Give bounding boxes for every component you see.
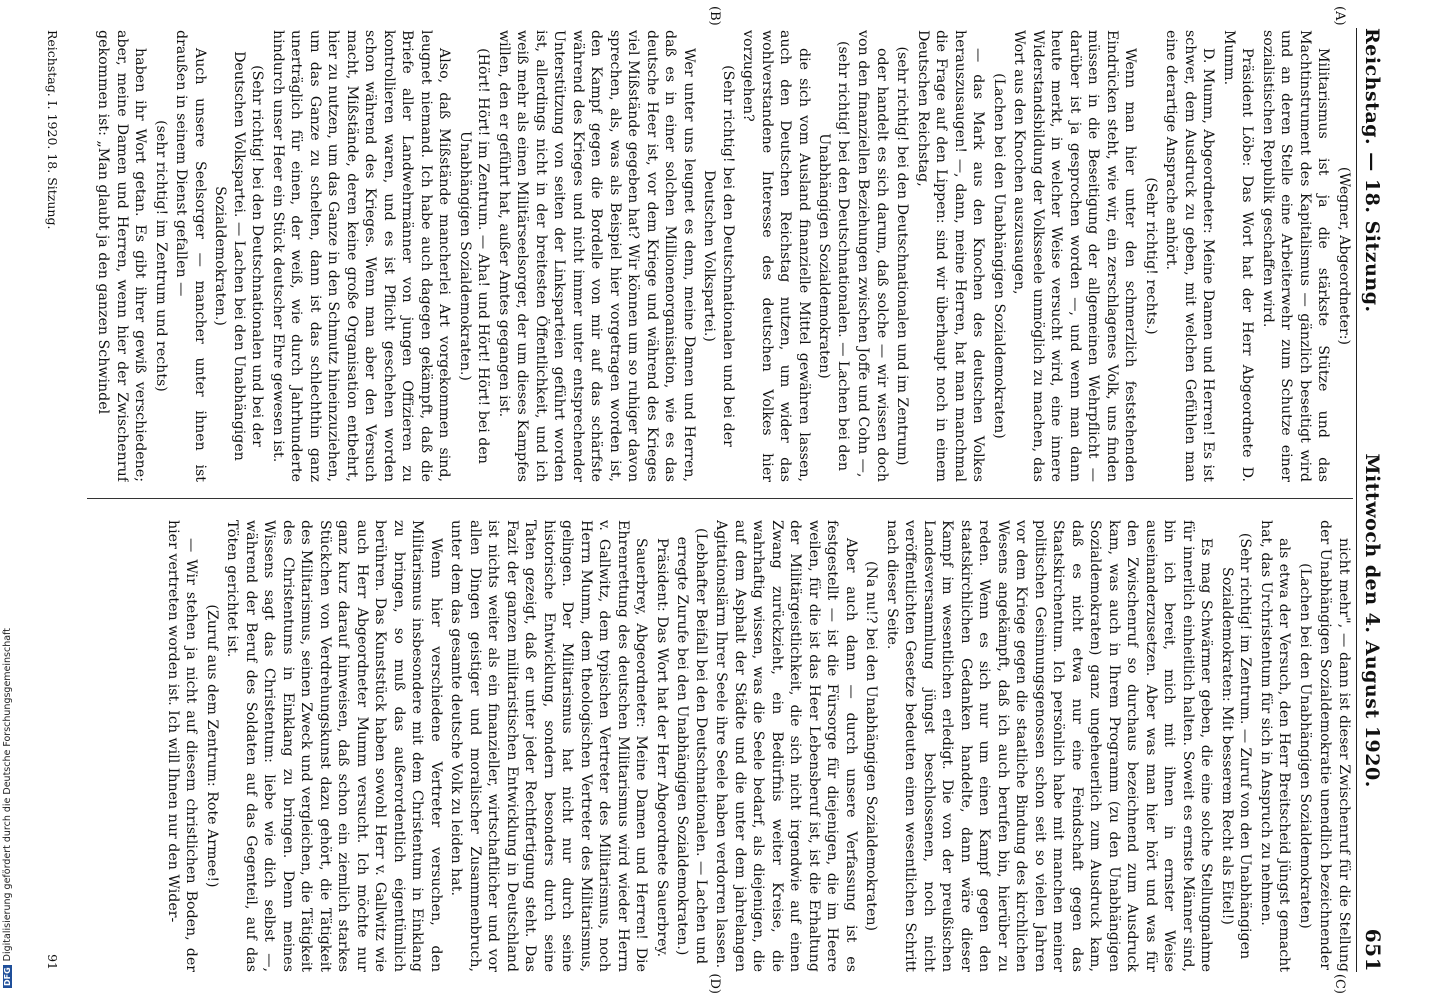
paragraph: (sehr richtig! im Zentrum und rechts) xyxy=(153,120,169,392)
paragraph: Wer unter uns leugnet es denn, meine Damen und Herren, daß es in einer solchen Millionenorganisation, wie es das deutsche Heer ist, vor dem Kriege und während des Krieges viel Mißstände gegeben hat? Wir können um so ruhiger davon sprechen, als, was als Beispiel hier vorgetragen worden ist, den Kampf gegen die Bordelle von mir auf das schärfste während des Krieges und nicht immer unter entsprechender Unterstützung von seiten der Linksparteien geführt worden ist, allerdings nicht in der breitesten Öffentlichkeit, und ich weiß mehr als einen Militärseelsorger, der um dieses Kampfes willen, den er geführt hat, außer Amtes gegangen ist. xyxy=(496,30,697,482)
paragraph: oder handelt es sich darum, daß solche — wir wissen doch von den finanziellen Beziehungen zwischen Joffe und Cohn —, xyxy=(855,30,890,482)
page-footer xyxy=(45,30,60,970)
margin-mark-c: (C) xyxy=(1332,973,1347,994)
paragraph: (Hört! Hört! im Zentrum. — Aha! und Hört! Hört! bei den Unabhängigen Sozialdemokraten.) xyxy=(457,48,492,464)
paragraph: Wenn man hier unter den schmerzlich feststehenden Eindrücken steht, wie wir, ein zerschlagenes Volk, uns finden müssen in die Beseitigung der allgemeinen Wehrpflicht — darüber ist ja gesprochen worden —, und wenn man dann heute merkt, in welcher Weise versucht wird, eine innere Widerstandsbildung der Volksseele unmöglich zu machen, das Wort aus den Knochen auszusaugen, xyxy=(1011,30,1139,482)
paragraph: haben ihr Wort getan. Es gibt ihrer gewiß verschiedene; aber, meine Damen und Herren, wenn hier der Zwischenruf gekommen ist: „Man glaubt ja den ganzen Schwindel xyxy=(95,30,149,482)
paragraph: — Wir stehen ja nicht auf diesem christlichen Boden, der hier vertreten worden ist. Ich will Ihnen nur den Wider- xyxy=(165,520,200,972)
footer-right: 91 xyxy=(45,954,60,970)
paragraph: Sauerbrey, Abgeordneter: Meine Damen und Herren! Die Ehrenrettung des deutschen Militarismus wird wieder Herrn v. Gallwitz, dem typischen Vertreter des Militarismus, noch Herrn Mumm, dem theologischen Vertreter des Militarismus, gelingen. Der Militarismus hat nicht nur durch seine historische Entwicklung, sondern besonders durch seine Taten gezeigt, daß er unter jeder Rechtfertigung steht. Das Fazit der ganzen militaristischen Entwicklung in Deutschland ist nichts weiter als ein finanzieller, wirtschaftlicher und vor allen Dingen geistiger und moralischer Zusammenbruch, unter dem das gesamte deutsche Volk zu leiden hat. xyxy=(448,520,650,972)
paragraph: Also, daß Mißstände mancherlei Art vorgekommen sind, leugnet niemand. Ich habe auch dagegen gekämpft, daß die Briefe aller Landwehrmänner von jungen Offizieren zu kontrollieren waren, und es ist Pflicht geschehen worden schon während des Krieges. Wenn man aber den Versuch macht, Mißstände, deren keine große Organisation entbehrt, hier zu nutzen, um das Ganze in den Schmutz hineinzuziehen, um das Ganze zu schelten, dann ist das schlechthin ganz unerträglich für einen, der weiß, wie durch Jahrhunderte hindurch unser Heer ein Stück deutscher Ehre gewesen ist. xyxy=(270,30,453,482)
paragraph: (sehr richtig! bei den Deutschnationalen. — Lachen bei den Unabhängigen Sozialdemokraten) xyxy=(816,40,851,472)
paragraph: Auch unsere Seelsorger — mancher unter ihnen ist draußen in seinem Dienst gefallen — xyxy=(173,30,208,482)
paragraph: (Sehr richtig! bei den Deutschnationalen und bei der Deutschen Volkspartei. — Lachen bei den Unabhängigen Sozialdemokraten.) xyxy=(212,51,266,461)
right-column xyxy=(87,520,1353,972)
margin-mark-b: (B) xyxy=(707,6,722,26)
header-left: Reichstag. — 18. Sitzung. xyxy=(1361,28,1383,313)
funding-note-text: Digitalisierung gefördert durch die Deutsche Forschungsgemeinschaft xyxy=(2,628,13,962)
dfg-logo-icon: DFG xyxy=(3,967,12,986)
paragraph: Präsident: Das Wort hat der Herr Abgeordnete Sauerbrey. xyxy=(654,538,670,958)
paragraph: die sich vom Ausland finanzielle Mittel gewähren lassen, auch den Deutschen Reichstag nutzen, um wider das wohlverstandene Interesse des deutschen Volkes hier vorzugehen? xyxy=(740,30,812,482)
paragraph: (Sehr richtig! bei den Deutschnationalen und bei der Deutschen Volkspartei.) xyxy=(701,65,736,447)
paragraph: (Na nu!? bei den Unabhängigen Sozialdemokraten) xyxy=(863,560,880,932)
scanned-page xyxy=(27,0,1417,1000)
footer-left: Reichstag. I. 1920. 18. Sitzung. xyxy=(45,30,60,230)
margin-mark-d: (D) xyxy=(707,973,722,994)
margin-mark-a: (A) xyxy=(1332,6,1347,26)
paragraph: Aber auch dann — durch unsere Verfassung ist es festgestellt — ist die Fürsorge für diejenigen, die im Heere weilen, für die ist das Heer Lebensberuf ist, ist die Erhaltung der Militärgeistlichkeit, die sich nicht irgendwie auf einen Zwang zurückzieht, ein Bedürfnis weiter Kreise, die wahrhaftig wissen, was die Seele bedarf, als diejenigen, die auf dem Asphalt der Städte und die unter dem jahrelangen Agitationslärm Ihrer Seele ihre Seele haben verdorren lassen. xyxy=(713,520,859,972)
left-column xyxy=(87,30,1353,482)
paragraph: D. Mumm, Abgeordneter: Meine Damen und Herren! Es ist schwer, dem Ausdruck zu geben, mit welchen Gefühlen man eine derartige Ansprache anhört. xyxy=(1163,30,1217,482)
page-header xyxy=(1356,28,1395,972)
page-number: 651 xyxy=(1361,928,1385,972)
funding-note xyxy=(2,8,16,988)
paragraph: (Sehr richtig! im Zentrum. — Zuruf von den Unabhängigen Sozialdemokraten: Mit besserem Recht als Eitel!) xyxy=(1219,532,1254,960)
header-right: Mittwoch den 4. August 1920. xyxy=(1361,453,1383,788)
side-strip xyxy=(0,0,17,1000)
paragraph: (Lachen bei den Unabhängigen Sozialdemokraten) xyxy=(1297,563,1313,929)
paragraph: (Zuruf aus dem Zentrum: Rote Armee!) xyxy=(204,604,220,888)
paragraph: Präsident Löbe: Das Wort hat der Herr Abgeordnete D. Mumm. xyxy=(1221,30,1256,482)
paragraph: als etwa der Versuch, den Herr Breitscheid jüngst gemacht hat, das Urchristentum für sich in Anspruch zu nehmen. xyxy=(1258,520,1293,972)
paragraph: (Sehr richtig! rechts.) xyxy=(1143,177,1159,335)
paragraph: Militarismus ist ja die stärkste Stütze und das Machtinstrument des Kapitalismus — gänzlich beseitigt wird und an deren Stelle eine Arbeiterwehr zum Schutze einer sozialistischen Republik geschaffen wird. xyxy=(1260,30,1332,482)
paragraph: nicht mehr", — dann ist dieser Zwischenruf für die Stellung der Unabhängigen Sozialdemokratie unendlich bezeichnender xyxy=(1317,520,1352,972)
paragraph: — das Mark aus den Knochen des deutschen Volkes herauszusaugen! —, dann, meine Herren, hat man manchmal die Frage auf den Lippen: sind wir überhaupt noch in einem Deutschen Reichstag, xyxy=(915,30,987,482)
paragraph: (Lachen bei den Unabhängigen Sozialdemokraten) xyxy=(991,73,1007,439)
paragraph: Wenn hier verschiedene Vertreter versuchen, den Militarismus insbesondere mit dem Christentum in Einklang zu bringen, so muß das außerordentlich eigentümlich berühren. Das Kunststück haben sowohl Herr v. Gallwitz wie auch Herr Abgeordneter Mumm versucht. Ich möchte nur ganz kurz darauf hinweisen, daß schon ein ziemlich starkes Stückchen von Verdrehungskunst dazu gehört, die Tätigkeit des Militarismus, seinen Zweck und vergleichen, die Tätigkeit des Christentums in Einklang zu bringen. Denn meines Wissens sagt das Christentum: liebe wie dich selbst —, während der Beruf des Soldaten auf das Gegenteil, auf das Töten gerichtet ist. xyxy=(224,520,444,972)
paragraph: (sehr richtig! bei den Deutschnationalen und im Zentrum) xyxy=(894,46,911,466)
paragraph: (Lebhafter Beifall bei den Deutschnationalen. — Lachen und erregte Zurufe bei den Unabhängigen Sozialdemokraten.) xyxy=(674,527,709,965)
paragraph: (Wegner, Abgeordneter:) xyxy=(1336,166,1352,346)
column-divider xyxy=(87,498,1353,499)
paragraph: Es mag Schwärmer geben, die eine solche Stellungnahme für innerlich einheitlich halten. Soweit es ernste Männer sind, bin ich bereit, mich mit ihnen in ernster Weise auseinanderzusetzen. Aber was man hier hört und was für den Zwischenruf so durchaus bezeichnend zum Ausdruck kam, was auch in Ihrem Programm (zu den Unabhängigen Sozialdemokraten) ganz ungeheuerlich zum Ausdruck kam, daß es nicht etwa nur eine Feindschaft gegen das Staatskirchentum. Ich persönlich habe mit manchen meiner politischen Gesinnungsgenossen schon seit so vielen Jahren vor dem Kriege gegen die staatliche Bindung des kirchlichen Wesens angekämpft, daß ich auch berufen bin, hierüber zu reden. Wenn es sich nur um einen Kampf gegen den staatskirchlichen Gedanken handelte, dann wäre dieser Kampf im wesentlichen erledigt. Die von der preußischen Landesversammlung jüngst beschlossenen, noch nicht veröffentlichten Gesetze bedeuten einen wesentlichen Schritt nach dieser Seite. xyxy=(884,520,1215,972)
